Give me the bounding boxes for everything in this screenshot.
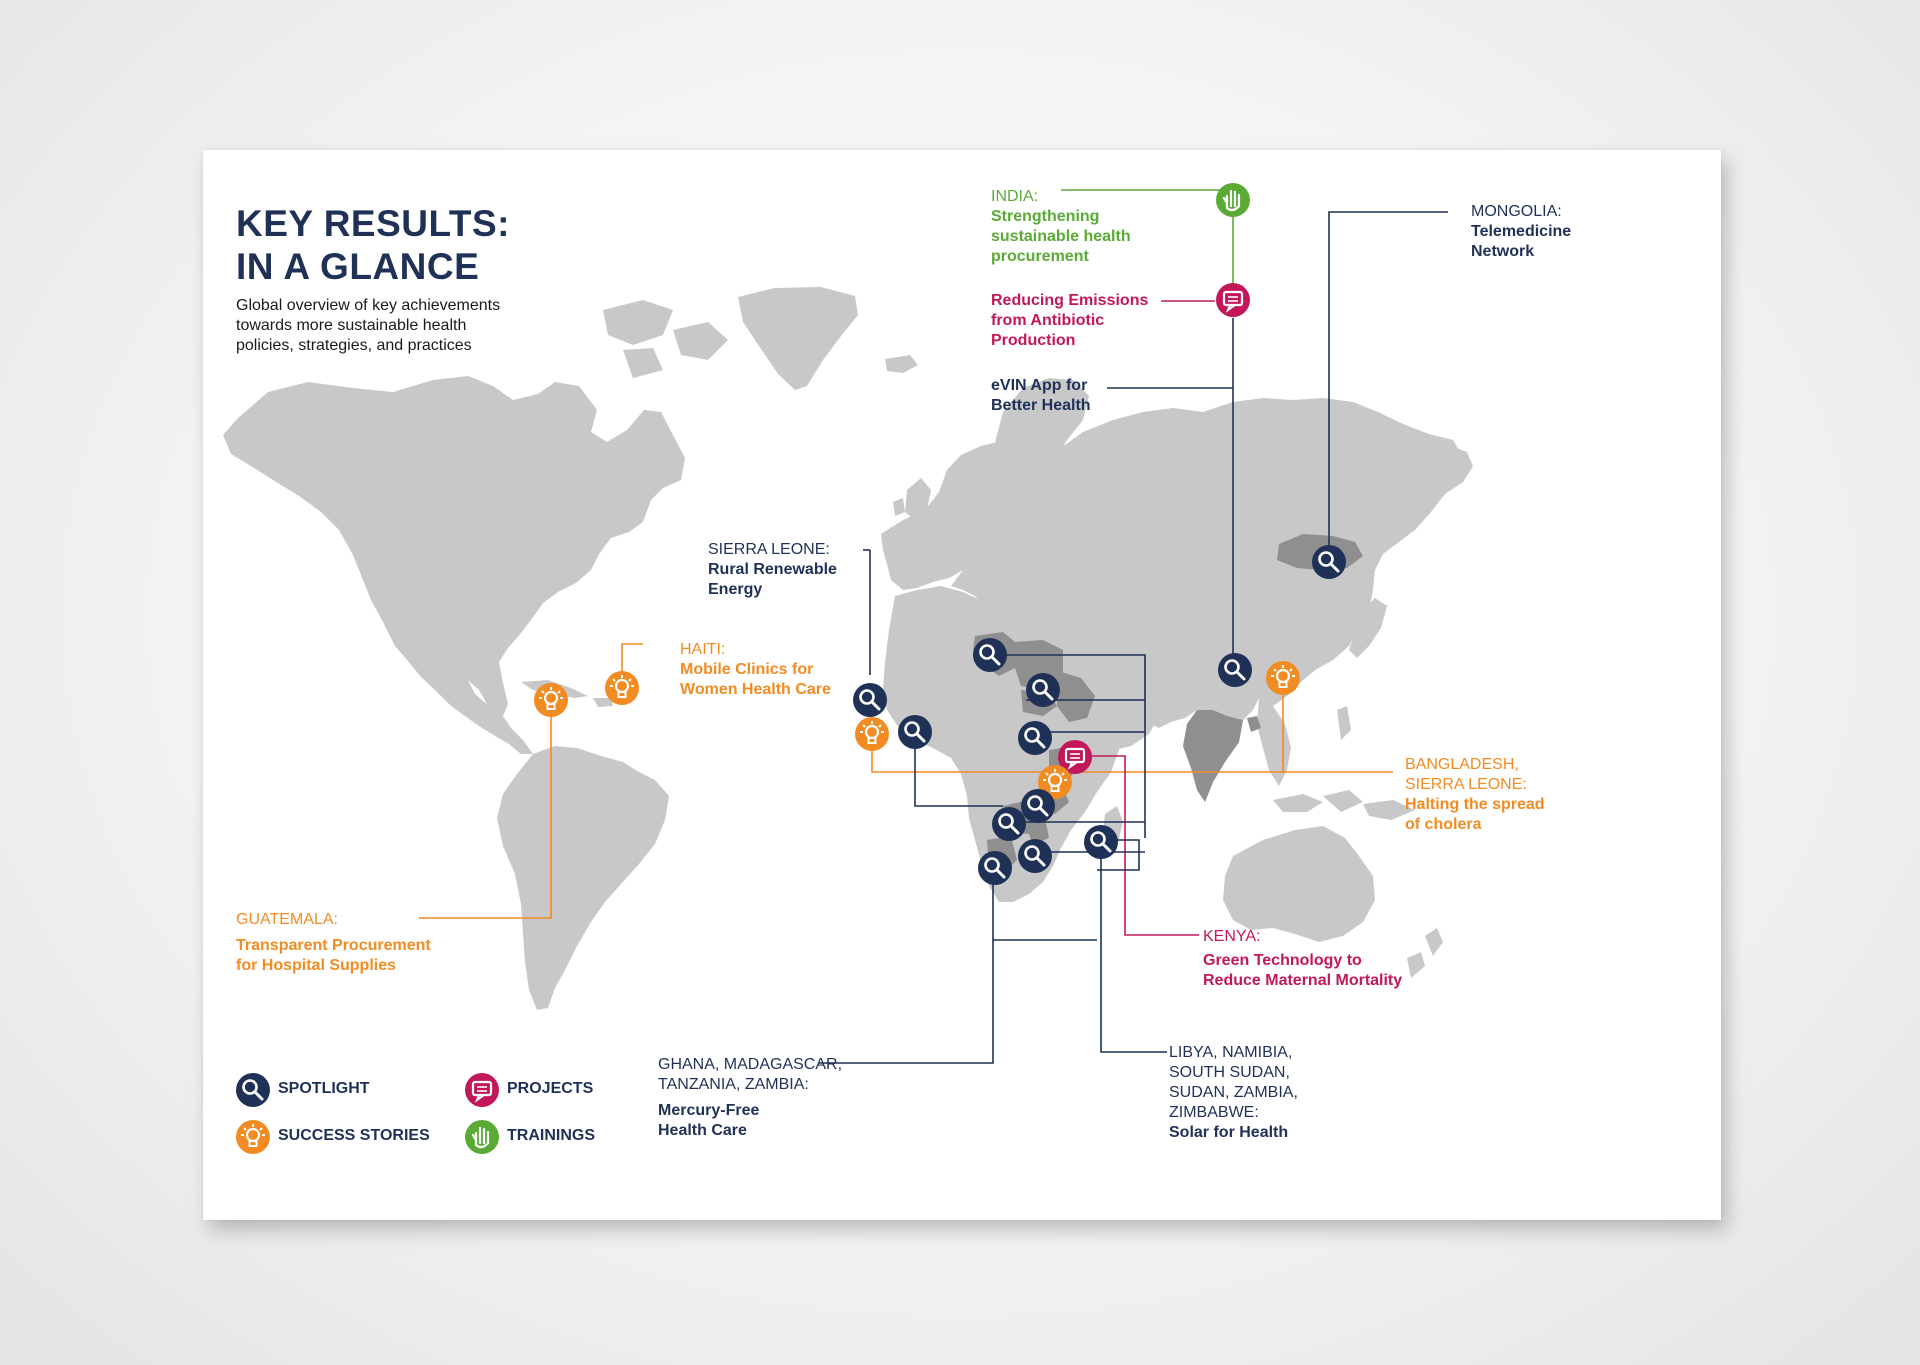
india-callout <box>991 187 1131 267</box>
cholera-line-2: of cholera <box>1405 816 1482 833</box>
madagascar-spotlight-marker <box>1084 825 1118 859</box>
zambia-spotlight-marker <box>992 807 1026 841</box>
emissions-line-1: Reducing Emissions <box>991 292 1149 309</box>
kenya-line-1: Green Technology to <box>1203 952 1362 969</box>
title-line-1: KEY RESULTS: <box>236 203 510 244</box>
india-line-3: procurement <box>991 248 1089 265</box>
mongolia-callout <box>1471 202 1571 262</box>
guatemala-line-1: Transparent Procurement <box>236 937 431 954</box>
solar-country-4: ZIMBABWE: <box>1169 1104 1259 1121</box>
mongolia-line-2: Network <box>1471 243 1535 260</box>
mercury-free-callout <box>658 1055 842 1141</box>
emissions-callout <box>991 291 1148 351</box>
sudan-spotlight-marker <box>1026 673 1060 707</box>
legend-projects-label: PROJECTS <box>507 1080 594 1097</box>
mongolia-spotlight-marker <box>1312 545 1346 579</box>
evin-line-2: Better Health <box>991 397 1091 414</box>
zimbabwe-spotlight-marker <box>1018 839 1052 873</box>
solar-country-3: SUDAN, ZAMBIA, <box>1169 1084 1298 1101</box>
mongolia-line-1: Telemedicine <box>1471 223 1572 240</box>
sierra-leone-spotlight-marker <box>853 683 887 717</box>
guatemala-line-2: for Hospital Supplies <box>236 957 397 974</box>
mongolia-country: MONGOLIA: <box>1471 203 1562 220</box>
legend-success-label: SUCCESS STORIES <box>278 1127 430 1144</box>
sierra-leone-line-1: Rural Renewable <box>708 561 837 578</box>
subtitle-line-2: towards more sustainable health <box>236 317 467 334</box>
india-spotlight-marker <box>1218 653 1252 687</box>
title-line-2: IN A GLANCE <box>236 246 480 287</box>
cholera-country-1: BANGLADESH, <box>1405 756 1519 773</box>
solar-callout <box>1169 1043 1298 1143</box>
haiti-line-2: Women Health Care <box>680 681 831 698</box>
haiti-country: HAITI: <box>680 641 726 658</box>
legend-success-icon <box>236 1120 270 1154</box>
haiti-success-marker <box>605 671 639 705</box>
legend-projects-icon <box>465 1073 499 1107</box>
cholera-line-1: Halting the spread <box>1405 796 1545 813</box>
libya-spotlight-marker <box>973 638 1007 672</box>
emissions-line-3: Production <box>991 332 1076 349</box>
legend-trainings-icon <box>465 1120 499 1154</box>
kenya-line-2: Reduce Maternal Mortality <box>1203 972 1403 989</box>
kenya-callout <box>1203 927 1402 991</box>
infographic-card <box>203 150 1721 1220</box>
india-project-marker <box>1216 283 1250 317</box>
india-line-1: Strengthening <box>991 208 1100 225</box>
ghana-spotlight-marker <box>898 715 932 749</box>
evin-callout <box>991 376 1091 416</box>
subtitle-line-1: Global overview of key achievements <box>236 297 501 314</box>
india-training-marker <box>1216 183 1250 217</box>
subtitle-line-3: policies, strategies, and practices <box>236 337 472 354</box>
solar-country-1: LIBYA, NAMIBIA, <box>1169 1044 1293 1061</box>
solar-line-1: Solar for Health <box>1169 1124 1289 1141</box>
bangladesh-success-marker <box>1266 661 1300 695</box>
sierra-leone-callout <box>708 540 837 600</box>
guatemala-callout <box>236 910 431 976</box>
india-country: INDIA: <box>991 188 1039 205</box>
kenya-country: KENYA: <box>1203 928 1261 945</box>
sierra-leone-country: SIERRA LEONE: <box>708 541 830 558</box>
guatemala-success-marker <box>534 683 568 717</box>
page-subtitle <box>236 296 566 356</box>
legend-spotlight-icon <box>236 1073 270 1107</box>
haiti-callout <box>680 640 831 700</box>
india-line-2: sustainable health <box>991 228 1131 245</box>
mercury-line-2: Health Care <box>658 1122 747 1139</box>
sierra-leone-success-marker <box>855 717 889 751</box>
haiti-line-1: Mobile Clinics for <box>680 661 814 678</box>
solar-country-2: SOUTH SUDAN, <box>1169 1064 1290 1081</box>
cholera-country-2: SIERRA LEONE: <box>1405 776 1527 793</box>
tanzania-spotlight-marker <box>1021 789 1055 823</box>
legend-spotlight-label: SPOTLIGHT <box>278 1080 370 1097</box>
south-sudan-spotlight-marker <box>1018 721 1052 755</box>
mercury-country-1: GHANA, MADAGASCAR, <box>658 1056 843 1073</box>
legend-trainings-label: TRAININGS <box>507 1127 595 1144</box>
sierra-leone-line-2: Energy <box>708 581 763 598</box>
cholera-callout <box>1405 755 1545 835</box>
evin-line-1: eVIN App for <box>991 377 1088 394</box>
mercury-country-2: TANZANIA, ZAMBIA: <box>658 1076 809 1093</box>
emissions-line-2: from Antibiotic <box>991 312 1105 329</box>
mercury-line-1: Mercury-Free <box>658 1102 760 1119</box>
page-title <box>236 202 510 288</box>
land-masses <box>223 287 1473 1010</box>
guatemala-country: GUATEMALA: <box>236 911 338 928</box>
namibia-spotlight-marker <box>978 851 1012 885</box>
